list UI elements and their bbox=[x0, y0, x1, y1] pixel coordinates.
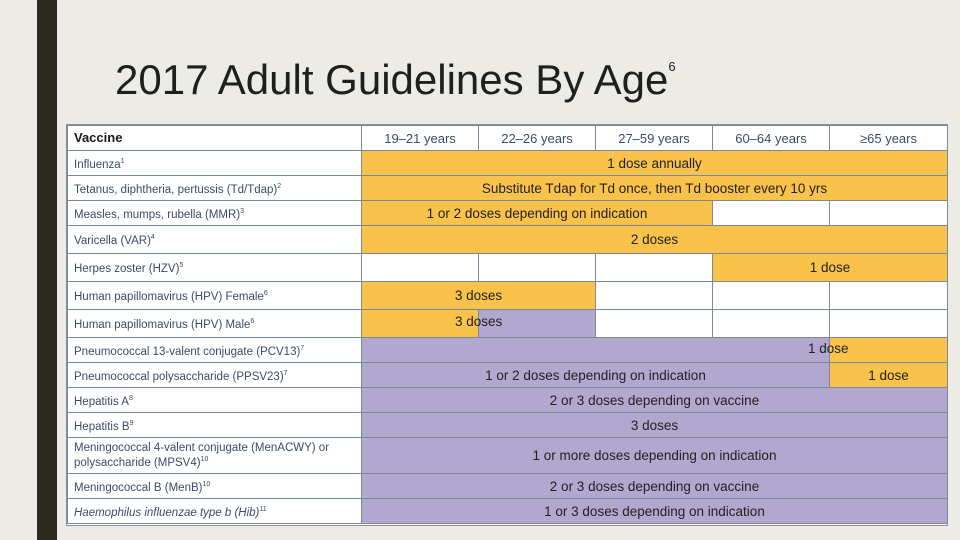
schedule-cell-risk bbox=[362, 338, 830, 363]
schedule-cell-risk: 2 or 3 doses depending on vaccine bbox=[362, 388, 948, 413]
vaccine-name: Meningococcal B (MenB)$^{10}$ bbox=[68, 474, 362, 499]
table-row bbox=[68, 499, 948, 524]
empty-cell bbox=[596, 310, 713, 338]
age-header-27-59: 27–59 years bbox=[596, 126, 713, 151]
slide-title: 2017 Adult Guidelines By Age$^6$ bbox=[115, 56, 676, 103]
vaccine-name: Varicella (VAR)$^4$ bbox=[68, 226, 362, 254]
schedule-cell-risk: 3 doses bbox=[362, 413, 948, 438]
hpv-male-dose-label: 3 doses bbox=[455, 314, 503, 329]
table-row bbox=[68, 226, 948, 254]
vaccine-name: Meningococcal 4-valent conjugate (MenACWY) or polysaccharide (MPSV4)$^{10}$ bbox=[68, 438, 362, 474]
table-row bbox=[68, 413, 948, 438]
schedule-cell: 1 or 2 doses depending on indication bbox=[362, 201, 713, 226]
schedule-cell: 1 dose annually bbox=[362, 151, 948, 176]
pcv13-dose-label: 1 dose bbox=[808, 341, 849, 356]
empty-cell bbox=[362, 254, 479, 282]
empty-cell bbox=[830, 201, 948, 226]
empty-cell bbox=[713, 310, 830, 338]
table-row bbox=[68, 438, 948, 474]
header-row bbox=[68, 126, 948, 151]
vaccine-name: Herpes zoster (HZV)$^5$ bbox=[68, 254, 362, 282]
vaccine-name: Human papillomavirus (HPV) Male$^6$ bbox=[68, 310, 362, 338]
table-row bbox=[68, 201, 948, 226]
table-row bbox=[68, 176, 948, 201]
schedule-cell: 2 doses bbox=[362, 226, 948, 254]
table-row bbox=[68, 254, 948, 282]
vaccine-name: Hepatitis $B^9$ bbox=[68, 413, 362, 438]
empty-cell bbox=[713, 201, 830, 226]
vaccine-name: Human papillomavirus (HPV) Female$^6$ bbox=[68, 282, 362, 310]
age-header-60-64: 60–64 years bbox=[713, 126, 830, 151]
schedule-cell-risk: 1 or 3 doses depending on indication bbox=[362, 499, 948, 524]
age-header-22-26: 22–26 years bbox=[479, 126, 596, 151]
empty-cell bbox=[479, 254, 596, 282]
schedule-cell: 3 doses bbox=[362, 282, 596, 310]
age-header-19-21: 19–21 years bbox=[362, 126, 479, 151]
schedule-cell: 1 dose bbox=[830, 363, 948, 388]
table-row bbox=[68, 474, 948, 499]
table-row bbox=[68, 388, 948, 413]
vaccine-name: Tetanus, diphtheria, pertussis (Td/Tdap)$^2$ bbox=[68, 176, 362, 201]
vaccine-name: Measles, mumps, rubella (MMR)$^3$ bbox=[68, 201, 362, 226]
vaccine-name: Pneumococcal polysaccharide (PPSV23)$^7$ bbox=[68, 363, 362, 388]
vaccine-name: Influenza$^1$ bbox=[68, 151, 362, 176]
empty-cell bbox=[830, 310, 948, 338]
age-header-65-plus: ≥65 years bbox=[830, 126, 948, 151]
empty-cell bbox=[830, 282, 948, 310]
table-row bbox=[68, 151, 948, 176]
schedule-cell-risk: 1 or 2 doses depending on indication bbox=[362, 363, 830, 388]
side-accent-bar bbox=[37, 0, 57, 540]
vaccine-name: Pneumococcal 13-valent conjugate $(PCV13)^7$ bbox=[68, 338, 362, 363]
table-row bbox=[68, 363, 948, 388]
empty-cell bbox=[713, 282, 830, 310]
vaccine-column-header: Vaccine bbox=[68, 126, 362, 151]
schedule-cell: Substitute Tdap for Td once, then Td booster every 10 yrs bbox=[362, 176, 948, 201]
schedule-cell-risk: 2 or 3 doses depending on vaccine bbox=[362, 474, 948, 499]
vaccine-name: Hepatitis $A^8$ bbox=[68, 388, 362, 413]
table-row bbox=[68, 310, 948, 338]
schedule-cell: 1 dose bbox=[713, 254, 948, 282]
empty-cell bbox=[596, 254, 713, 282]
vaccine-schedule-table bbox=[66, 124, 948, 526]
title-footnote: 6 bbox=[668, 59, 676, 74]
empty-cell bbox=[596, 282, 713, 310]
vaccine-name: Haemophilus influenzae type b (Hib)$^{11}$ bbox=[68, 499, 362, 524]
table-row bbox=[68, 282, 948, 310]
schedule-cell-risk: 1 or more doses depending on indication bbox=[362, 438, 948, 474]
